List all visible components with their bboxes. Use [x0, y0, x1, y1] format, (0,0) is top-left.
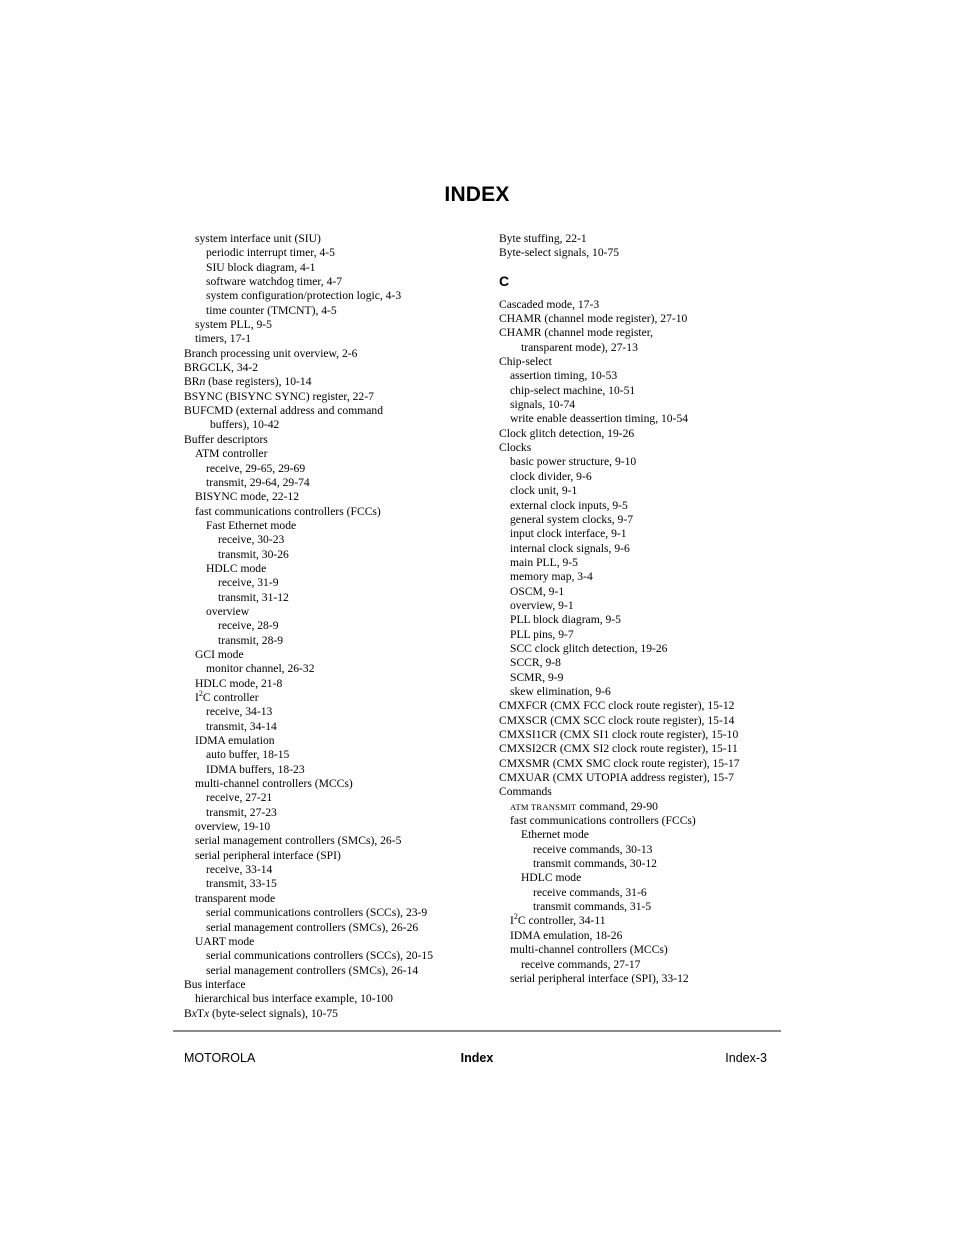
index-entry: clock unit, 9-1 — [510, 484, 578, 498]
index-entry: monitor channel, 26-32 — [206, 662, 315, 676]
index-entry: input clock interface, 9-1 — [510, 527, 627, 541]
index-entry: overview, 9-1 — [510, 598, 574, 612]
index-entry: IDMA emulation, 18-26 — [510, 928, 623, 942]
index-entry: buffers), 10-42 — [210, 418, 280, 432]
index-entry: auto buffer, 18-15 — [206, 748, 290, 762]
index-entry: serial management controllers (SMCs), 26-26 — [206, 920, 419, 934]
index-entry: UART mode — [195, 934, 255, 948]
index-section-letter: C — [499, 272, 510, 289]
index-entry: write enable deassertion timing, 10-54 — [510, 412, 689, 426]
index-entry: Bus interface — [184, 977, 246, 991]
index-entry: HDLC mode, 21-8 — [195, 676, 283, 690]
index-entry: IDMA emulation — [195, 734, 275, 748]
index-entry: PLL block diagram, 9-5 — [510, 613, 621, 627]
index-entry: SCCR, 9-8 — [510, 656, 561, 670]
index-entry: CMXUAR (CMX UTOPIA address register), 15-7 — [499, 771, 734, 785]
index-entry: internal clock signals, 9-6 — [510, 541, 630, 555]
index-entry: receive commands, 30-13 — [533, 842, 653, 856]
index-entry: $I^2C$ controller — [195, 689, 259, 704]
index-entry: multi-channel controllers (MCCs) — [510, 943, 668, 957]
index-entry: overview, 19-10 — [195, 820, 271, 834]
index-entry: receive, 33-14 — [206, 863, 273, 877]
index-entry: HDLC mode — [521, 871, 582, 885]
index-entry: BRGCLK, 34-2 — [184, 361, 259, 375]
index-entry: Ethernet mode — [521, 828, 589, 842]
index-entry: overview — [206, 604, 250, 618]
index-entry: Byte-select signals, 10-75 — [499, 246, 620, 260]
index-entry: system PLL, 9-5 — [195, 318, 272, 332]
index-entry: receive, 30-23 — [218, 533, 285, 547]
index-entry: serial peripheral interface (SPI) — [195, 848, 341, 862]
index-entry: CHAMR (channel mode register, — [499, 326, 654, 340]
index-entry: clock divider, 9-6 — [510, 469, 592, 483]
index-entry: multi-channel controllers (MCCs) — [195, 777, 353, 791]
index-entry: BxTx (byte-select signals), 10-75 — [184, 1006, 338, 1020]
index-entry: Buffer descriptors — [184, 432, 268, 446]
index-entry: CMXSCR (CMX SCC clock route register), 15-14 — [499, 713, 735, 727]
index-entry: assertion timing, 10-53 — [510, 369, 618, 383]
footer-rule — [173, 1030, 781, 1032]
index-entry: BRn (base registers), 10-14 — [184, 375, 312, 389]
index-entry: transmit, 28-9 — [218, 633, 284, 647]
index-entry: Chip-select — [499, 355, 552, 369]
index-entry: system configuration/protection logic, 4-3 — [206, 289, 402, 303]
index-entry: HDLC mode — [206, 561, 267, 575]
index-entry: BSYNC (BISYNC SYNC) register, 22-7 — [184, 389, 374, 403]
index-entry: chip-select machine, 10-51 — [510, 383, 636, 397]
index-entry: CMXSMR (CMX SMC clock route register), 15-17 — [499, 756, 740, 770]
index-entry: main PLL, 9-5 — [510, 555, 578, 569]
index-entry: receive commands, 27-17 — [521, 957, 641, 971]
index-entry: SCC clock glitch detection, 19-26 — [510, 641, 668, 655]
index-entry: timers, 17-1 — [195, 332, 252, 346]
index-entry: general system clocks, 9-7 — [510, 512, 633, 526]
index-entry: fast communications controllers (FCCs) — [510, 814, 696, 828]
index-entry: receive, 29-65, 29-69 — [206, 461, 306, 475]
index-entry: receive commands, 31-6 — [533, 885, 647, 899]
index-entry: transparent mode), 27-13 — [521, 340, 638, 354]
index-entry: ATM TRANSMIT command, 29-90 — [510, 799, 658, 813]
index-entry: serial communications controllers (SCCs), 23-9 — [206, 906, 428, 920]
index-entry: transmit, 30-26 — [218, 547, 289, 561]
index-entry: IDMA buffers, 18-23 — [206, 762, 305, 776]
index-entry: receive, 31-9 — [218, 576, 279, 590]
index-entry: Commands — [499, 785, 552, 799]
index-entry: Cascaded mode, 17-3 — [499, 297, 600, 311]
index-entry: $I^2C$ controller, 34-11 — [510, 912, 606, 928]
index-entry: CMXSI2CR (CMX SI2 clock route register), 15-11 — [499, 742, 738, 756]
index-entry: transparent mode — [195, 891, 276, 905]
footer-publisher: MOTOROLA — [184, 1051, 256, 1065]
index-entry: BUFCMD (external address and command — [184, 404, 383, 418]
index-entry: time counter (TMCNT), 4-5 — [206, 303, 337, 317]
page-title: INDEX — [444, 183, 510, 206]
index-entry: transmit, 34-14 — [206, 719, 277, 733]
index-entry: transmit, 29-64, 29-74 — [206, 475, 310, 489]
index-entry: Clocks — [499, 441, 532, 455]
index-entry: transmit, 27-23 — [206, 805, 277, 819]
index-entry: basic power structure, 9-10 — [510, 455, 637, 469]
index-entry: BISYNC mode, 22-12 — [195, 490, 300, 504]
index-entry: CHAMR (channel mode register), 27-10 — [499, 312, 688, 326]
footer-section: Index — [460, 1051, 494, 1065]
index-column-left — [184, 232, 474, 1021]
index-entry: SIU block diagram, 4-1 — [206, 260, 316, 274]
index-entry: software watchdog timer, 4-7 — [206, 275, 343, 289]
index-entry: CMXFCR (CMX FCC clock route register), 15-12 — [499, 699, 735, 713]
index-entry: serial communications controllers (SCCs), 20-15 — [206, 949, 434, 963]
index-entry: serial management controllers (SMCs), 26-14 — [206, 963, 419, 977]
index-entry: ATM controller — [195, 447, 268, 461]
index-entry: periodic interrupt timer, 4-5 — [206, 246, 335, 260]
index-entry: OSCM, 9-1 — [510, 584, 565, 598]
index-entry: PLL pins, 9-7 — [510, 627, 574, 641]
index-entry: transmit, 31-12 — [218, 590, 289, 604]
index-column-right — [499, 232, 789, 986]
index-entry: receive, 28-9 — [218, 619, 279, 633]
index-entry: transmit commands, 30-12 — [533, 857, 657, 871]
index-entry: receive, 27-21 — [206, 791, 273, 805]
footer-page-number: Index-3 — [725, 1051, 767, 1065]
index-entry: hierarchical bus interface example, 10-100 — [195, 992, 393, 1006]
index-entry: external clock inputs, 9-5 — [510, 498, 628, 512]
index-entry: transmit, 33-15 — [206, 877, 277, 891]
index-entry: signals, 10-74 — [510, 398, 576, 412]
index-entry: system interface unit (SIU) — [195, 232, 321, 245]
index-entry: skew elimination, 9-6 — [510, 684, 611, 698]
index-entry: memory map, 3-4 — [510, 570, 593, 584]
index-entry: Fast Ethernet mode — [206, 518, 297, 532]
index-entry: serial peripheral interface (SPI), 33-12 — [510, 971, 689, 985]
index-entry: Clock glitch detection, 19-26 — [499, 426, 635, 440]
index-entry: SCMR, 9-9 — [510, 670, 564, 684]
index-entry: Byte stuffing, 22-1 — [499, 232, 587, 245]
index-entry: GCI mode — [195, 647, 244, 661]
index-entry: fast communications controllers (FCCs) — [195, 504, 381, 518]
index-entry: Branch processing unit overview, 2-6 — [184, 346, 358, 360]
index-entry: transmit commands, 31-5 — [533, 900, 652, 914]
index-entry: CMXSI1CR (CMX SI1 clock route register), 15-10 — [499, 728, 739, 741]
index-entry: receive, 34-13 — [206, 705, 273, 719]
index-entry: serial management controllers (SMCs), 26-5 — [195, 834, 402, 848]
